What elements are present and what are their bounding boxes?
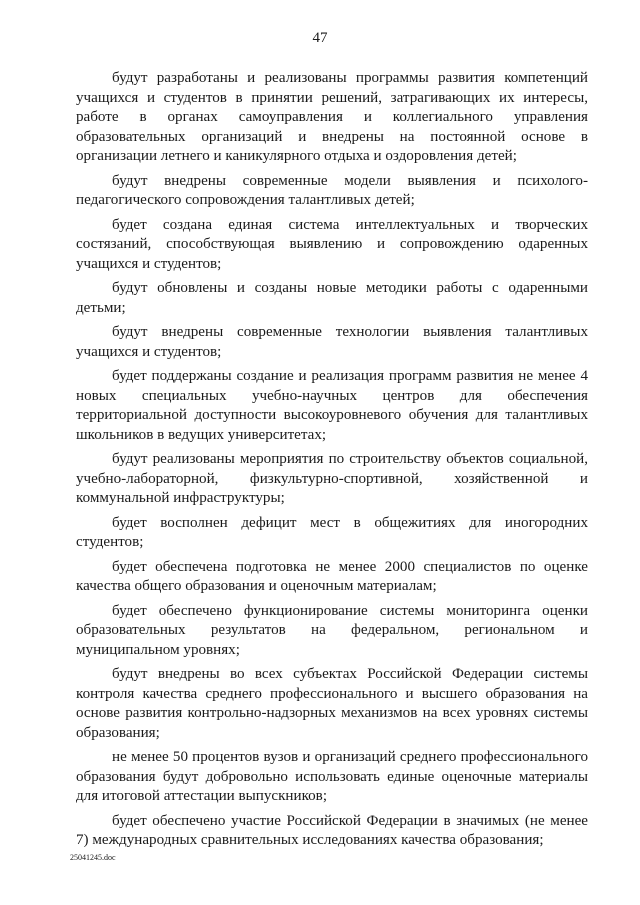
paragraph: будут внедрены современные модели выявления и психолого-педагогического сопровождения талантливых детей; xyxy=(76,172,588,208)
document-body xyxy=(76,69,588,856)
paragraph: будет поддержаны создание и реализация программ развития не менее 4 новых специальных учебно-научных центров для обеспечения территориальной доступности высокоуровневого обучения для талантливых школьников в ведущих университетах; xyxy=(76,368,588,443)
paragraph: будут обновлены и созданы новые методики работы с одаренными детьми; xyxy=(76,280,588,316)
paragraph: будет создана единая система интеллектуальных и творческих состязаний, способствующая выявлению и сопровождению одаренных учащихся и студентов; xyxy=(76,216,588,272)
paragraph: будет восполнен дефицит мест в общежитиях для иногородних студентов; xyxy=(76,514,588,550)
paragraph: будет обеспечено функционирование системы мониторинга оценки образовательных результатов на федеральном, региональном и муниципальном уровнях; xyxy=(76,602,588,658)
page-number: 47 xyxy=(312,30,328,46)
paragraph: будет обеспечена подготовка не менее 2000 специалистов по оценке качества общего образования и оценочным материалам; xyxy=(76,558,588,594)
paragraph: будут внедрены современные технологии выявления талантливых учащихся и студентов; xyxy=(76,324,588,360)
paragraph: будет обеспечено участие Российской Федерации в значимых (не менее 7) международных сравнительных исследованиях качества образования; xyxy=(76,812,588,848)
paragraph: будут реализованы мероприятия по строительству объектов социальной, учебно-лабораторной, физкультурно-спортивной, хозяйственной и коммунальной инфраструктуры; xyxy=(76,451,588,506)
paragraph: будут внедрены во всех субъектах Российской Федерации системы контроля качества среднего профессионального и высшего образования на основе развития контрольно-надзорных механизмов на всех уровнях системы образования; xyxy=(76,666,588,741)
paragraph: не менее 50 процентов вузов и организаций среднего профессионального образования будут добровольно использовать единые оценочные материалы для итоговой аттестации выпускников; xyxy=(76,749,588,804)
document-filename: 25041245.doc xyxy=(70,853,116,862)
paragraph: будут разработаны и реализованы программы развития компетенций учащихся и студентов в принятии решений, затрагивающих их интересы, работе в органах самоуправления и коллегиального управления образовательных организаций и внедрены на постоянной основе в организации летнего и каникулярного отдыха и оздоровления детей; xyxy=(76,70,588,164)
